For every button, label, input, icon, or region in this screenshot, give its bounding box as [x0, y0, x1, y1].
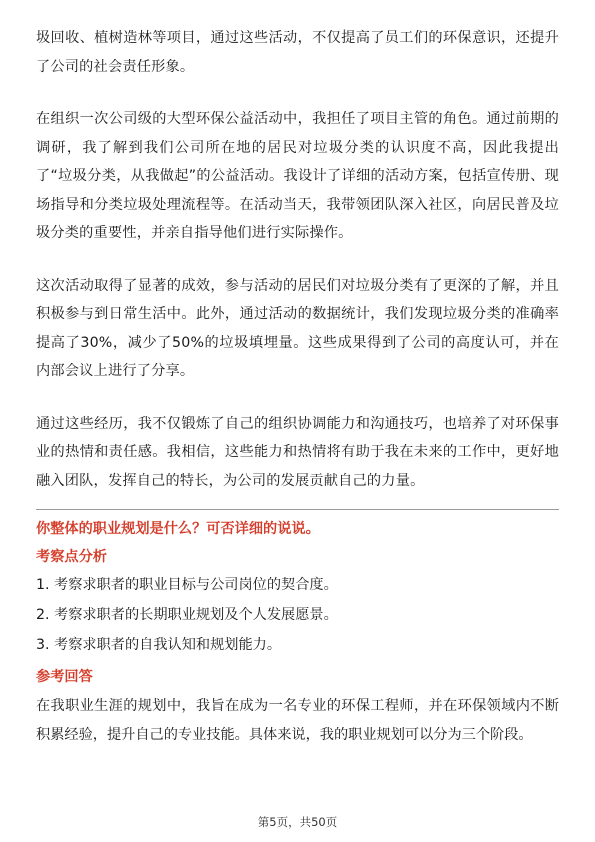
reference-answer-heading: 参考回答	[36, 669, 93, 685]
page-content	[36, 24, 559, 749]
analysis-point-3: 3. 考察求职者的自我认知和规划能力。	[36, 637, 282, 653]
body-paragraph-3: 这次活动取得了显著的成效，参与活动的居民们对垃圾分类有了更深的了解，并且积极参与到日常生活中。此外，通过活动的数据统计，我们发现垃圾分类的准确率提高了30%，减少了50%的垃圾填埋量。这些成果得到了公司的高度认可，并在内部会议上进行了分享。	[36, 277, 559, 379]
reference-answer-text: 在我职业生涯的规划中，我旨在成为一名专业的环保工程师，并在环保领域内不断积累经验，提升自己的专业技能。具体来说，我的职业规划可以分为三个阶段。	[36, 698, 559, 743]
analysis-points-list	[36, 572, 559, 658]
body-paragraph-2: 在组织一次公司级的大型环保公益活动中，我担任了项目主管的角色。通过前期的调研，我了解到我们公司所在地的居民对垃圾分类的认识度不高，因此我提出了“垃圾分类，从我做起”的公益活动。我设计了详细的活动方案，包括宣传册、现场指导和分类垃圾处理流程等。在活动当天，我带领团队深入社区，向居民普及垃圾分类的重要性，并亲自指导他们进行实际操作。	[36, 111, 559, 241]
section-divider	[36, 509, 559, 510]
interview-question: 你整体的职业规划是什么？可否详细的说说。	[36, 521, 320, 537]
analysis-point-1: 1. 考察求职者的职业目标与公司岗位的契合度。	[36, 577, 338, 593]
page-number-footer: 第5页，共50页	[257, 815, 338, 829]
analysis-point-2: 2. 考察求职者的长期职业规划及个人发展愿景。	[36, 607, 338, 623]
body-paragraph-1: 圾回收、植树造林等项目，通过这些活动，不仅提高了员工们的环保意识，还提升了公司的社会责任形象。	[36, 30, 559, 75]
analysis-heading: 考察点分析	[36, 549, 107, 565]
body-paragraph-4: 通过这些经历，我不仅锻炼了自己的组织协调能力和沟通技巧，也培养了对环保事业的热情和责任感。我相信，这些能力和热情将有助于我在未来的工作中，更好地融入团队，发挥自己的特长，为公司的发展贡献自己的力量。	[36, 415, 559, 489]
